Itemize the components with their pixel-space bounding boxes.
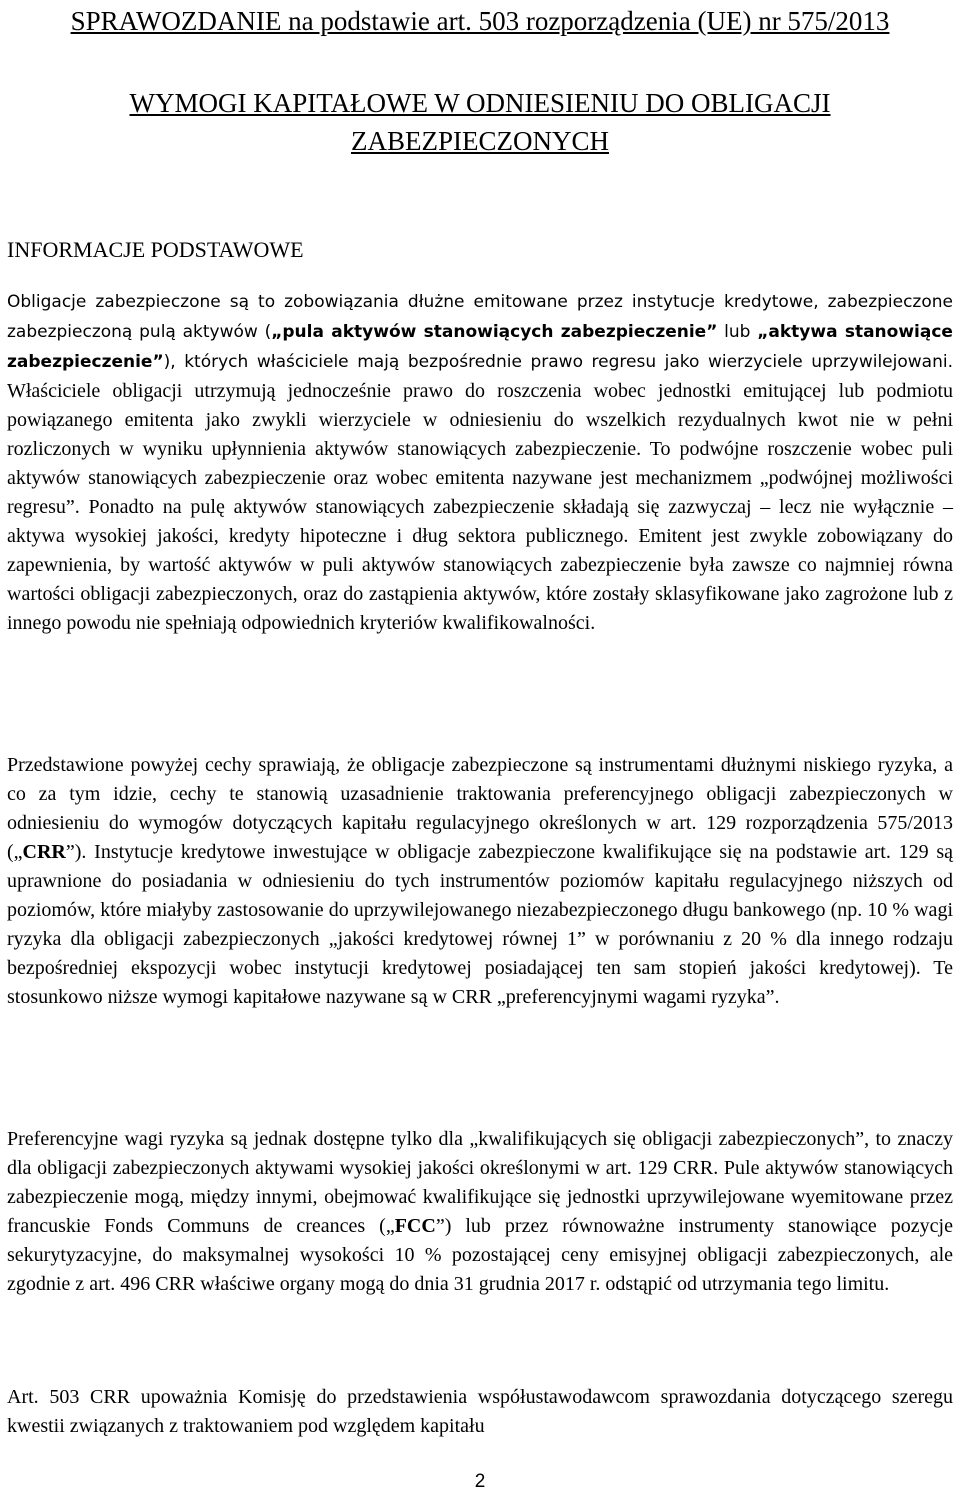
p1-term-pool: „pula aktywów stanowiących zabezpieczenie” xyxy=(271,322,718,342)
paragraph-2 xyxy=(7,751,953,1012)
document-title xyxy=(7,2,953,40)
title-line-2: WYMOGI KAPITAŁOWE W ODNIESIENIU DO OBLIGACJI ZABEZPIECZONYCH xyxy=(129,88,831,156)
p3-term-fcc: FCC xyxy=(394,1215,436,1237)
p1-sans-text-a: Obligacje zabezpieczone są to zobowiązania dłużne emitowane przez instytucje kredytowe, zabezpieczone zabezpieczoną pulą aktywów ( xyxy=(7,292,953,342)
paragraph-4 xyxy=(7,1383,953,1441)
document-subtitle xyxy=(7,84,953,160)
page-number: 2 xyxy=(474,1471,486,1492)
p1-term-assets: „aktywa stanowiące zabezpieczenie” xyxy=(7,322,953,372)
p3-text-a: Preferencyjne wagi ryzyka są jednak dostępne tylko dla „kwalifikujących się obligacji zabezpieczonych”, to znaczy dla obligacji zabezpieczonych aktywami wysokiej jakości określonymi w art. 129 CRR. Pule aktywów stanowiących zabezpieczenie mogą, między innymi, obejmować kwalifikujące się jednostki uprzywilejowane wyemitowane przez francuskie Fonds Communs de creances („ xyxy=(7,1128,953,1237)
p1-sans-text-b: lub xyxy=(717,322,758,342)
paragraph-1 xyxy=(7,287,953,638)
title-line-1: SPRAWOZDANIE na podstawie art. 503 rozporządzenia (UE) nr 575/2013 xyxy=(70,6,890,36)
section-heading: INFORMACJE PODSTAWOWE xyxy=(7,237,304,262)
p1-serif-text: Właściciele obligacji utrzymują jednocześnie prawo do roszczenia wobec jednostki emitującej lub podmiotu powiązanego emitenta jako zwykli wierzyciele w odniesieniu do wszelkich rezydualnych kwot nie w pełni rozliczonych w wyniku upłynnienia aktywów stanowiących zabezpieczenie. To podwójne roszczenie wobec puli aktywów stanowiących zabezpieczenie oraz wobec emitenta nazywane jest mechanizmem „podwójnej możliwości regresu”. Ponadto na pulę aktywów stanowiących zabezpieczenie składają się zazwyczaj – lecz nie wyłącznie – aktywa wysokiej jakości, kredyty hipoteczne i dług sektora publicznego. Emitent jest zwykle zobowiązany do zapewnienia, by wartość aktywów w puli aktywów stanowiących zabezpieczenie była zawsze co najmniej równa wartości obligacji zabezpieczonych, oraz do zastąpienia aktywów, które zostały sklasyfikowane jako zagrożone lub z innego powodu nie spełniają odpowiednich kryteriów kwalifikowalności. xyxy=(7,380,953,634)
p3-text-b: ”) lub przez równoważne instrumenty stanowiące pozycje sekurytyzacyjne, do maksymalnej wysokości 10 % pozostającej ceny emisyjnej obligacji zabezpieczonych, ale zgodnie z art. 496 CRR właściwe organy mogą do dnia 31 grudnia 2017 r. odstąpić od utrzymania tego limitu. xyxy=(7,1215,953,1295)
p2-term-crr: CRR xyxy=(22,841,66,863)
p2-text-a: Przedstawione powyżej cechy sprawiają, że obligacje zabezpieczone są instrumentami dłużnymi niskiego ryzyka, a co za tym idzie, cechy te stanowią uzasadnienie traktowania preferencyjnego obligacji zabezpieczonych w odniesieniu do wymogów dotyczących kapitału regulacyjnego określonych w art. 129 rozporządzenia 575/2013 („ xyxy=(7,754,953,863)
paragraph-3 xyxy=(7,1125,953,1299)
p4-text: Art. 503 CRR upoważnia Komisję do przedstawienia współustawodawcom sprawozdania dotyczącego szeregu kwestii związanych z traktowaniem pod względem kapitału xyxy=(7,1386,953,1437)
p1-sans-text-c: ), których właściciele mają bezpośrednie prawo regresu jako wierzyciele uprzywilejowani. xyxy=(163,352,953,372)
p2-text-b: ”). Instytucje kredytowe inwestujące w obligacje zabezpieczone kwalifikujące się na podstawie art. 129 są uprawnione do posiadania w odniesieniu do tych instrumentów poziomów kapitału regulacyjnego niższych od poziomów, które miałyby zastosowanie do uprzywilejowanego niezabezpieczonego długu bankowego (np. 10 % wagi ryzyka dla obligacji zabezpieczonych „jakości kredytowej równej 1” w porównaniu z 20 % dla innego rodzaju bezpośredniej ekspozycji wobec instytucji kredytowej posiadającej ten sam stopień jakości kredytowej). Te stosunkowo niższe wymogi kapitałowe nazywane są w CRR „preferencyjnymi wagami ryzyka”. xyxy=(7,841,953,1008)
